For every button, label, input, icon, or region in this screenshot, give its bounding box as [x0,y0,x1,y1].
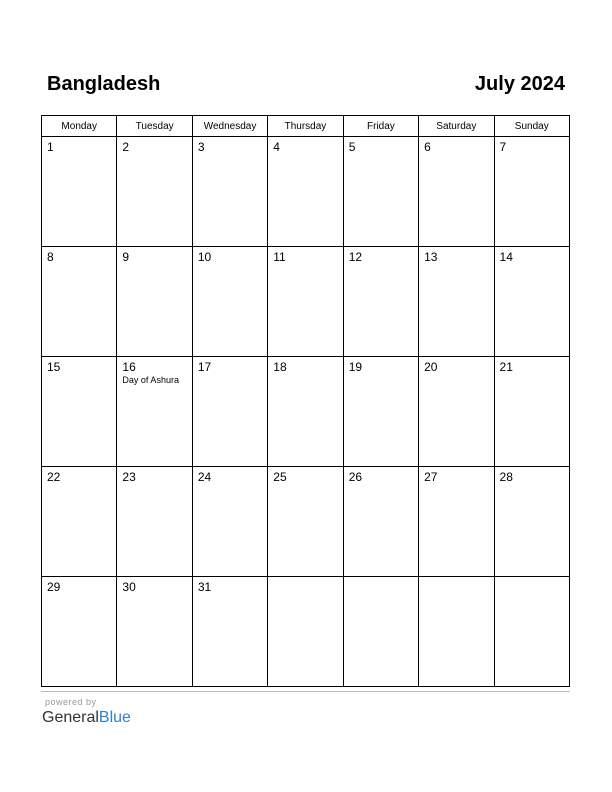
weekday-header: Saturday [419,116,494,137]
day-cell [419,247,494,357]
day-cell [192,467,267,577]
calendar-grid [41,115,570,687]
day-cell [117,357,192,467]
day-number [344,577,418,580]
day-cell [117,247,192,357]
week-row [42,247,570,357]
day-cell [42,247,117,357]
day-number: 5 [348,140,356,154]
brand-blue-text: Blue [98,709,131,726]
brand-logo[interactable] [42,708,131,728]
day-cell [268,357,343,467]
day-number: 27 [424,470,438,484]
day-number: 19 [348,360,363,374]
day-cell [343,247,418,357]
weekday-header: Wednesday [192,116,267,137]
day-number [495,577,569,580]
holiday-label: Day of Ashura [122,375,179,385]
day-number: 7 [499,140,507,154]
day-number: 4 [273,140,280,154]
day-number: 30 [122,580,136,594]
day-number: 21 [499,360,513,374]
day-cell [192,577,267,687]
footer-divider [41,691,570,692]
day-cell [343,467,418,577]
day-number: 1 [47,140,54,154]
day-number: 15 [47,360,61,374]
powered-by-label: powered by [45,697,97,707]
day-number: 18 [273,360,287,374]
day-cell-empty [419,577,494,687]
day-cell [42,137,117,247]
month-title: July 2024 [474,73,565,95]
day-number: 25 [273,470,287,484]
day-number: 3 [197,140,205,154]
weekday-header: Tuesday [117,116,192,137]
weekday-header: Sunday [494,116,569,137]
day-cell [117,577,192,687]
day-cell [343,137,418,247]
day-number: 11 [273,250,286,264]
week-row [42,577,570,687]
day-number: 2 [122,140,130,154]
brand-general-text: General [42,709,99,726]
day-cell [494,467,569,577]
weekday-header-row [42,116,570,137]
day-number: 24 [197,470,212,484]
day-cell [117,137,192,247]
day-cell [494,247,569,357]
day-cell [192,247,267,357]
day-cell [343,357,418,467]
day-number [268,577,342,580]
day-cell [419,467,494,577]
day-number: 26 [348,470,363,484]
day-number: 9 [122,250,130,264]
day-number: 17 [197,360,212,374]
day-number: 10 [197,250,212,264]
day-number: 16 [122,360,136,374]
day-number: 13 [424,250,438,264]
day-number: 14 [499,250,513,264]
weekday-header: Thursday [268,116,343,137]
day-number: 22 [47,470,61,484]
day-cell [419,357,494,467]
day-cell [419,137,494,247]
day-cell-empty [343,577,418,687]
week-row [42,467,570,577]
week-row [42,137,570,247]
day-number: 31 [197,580,212,594]
day-cell [494,357,569,467]
day-cell [268,137,343,247]
day-cell [192,357,267,467]
day-number: 8 [47,250,54,264]
day-cell [192,137,267,247]
day-cell-empty [494,577,569,687]
country-title: Bangladesh [47,73,161,95]
day-cell [42,577,117,687]
day-number: 28 [499,470,513,484]
day-cell-empty [268,577,343,687]
weekday-header: Friday [343,116,418,137]
day-cell [42,467,117,577]
day-number: 23 [122,470,136,484]
day-number: 12 [348,250,363,264]
day-cell [42,357,117,467]
day-number: 6 [424,140,431,154]
day-cell [494,137,569,247]
weekday-header: Monday [42,116,117,137]
day-number: 20 [424,360,438,374]
day-number [419,577,493,580]
day-cell [117,467,192,577]
day-cell [268,247,343,357]
week-row [42,357,570,467]
day-number: 29 [47,580,61,594]
day-cell [268,467,343,577]
